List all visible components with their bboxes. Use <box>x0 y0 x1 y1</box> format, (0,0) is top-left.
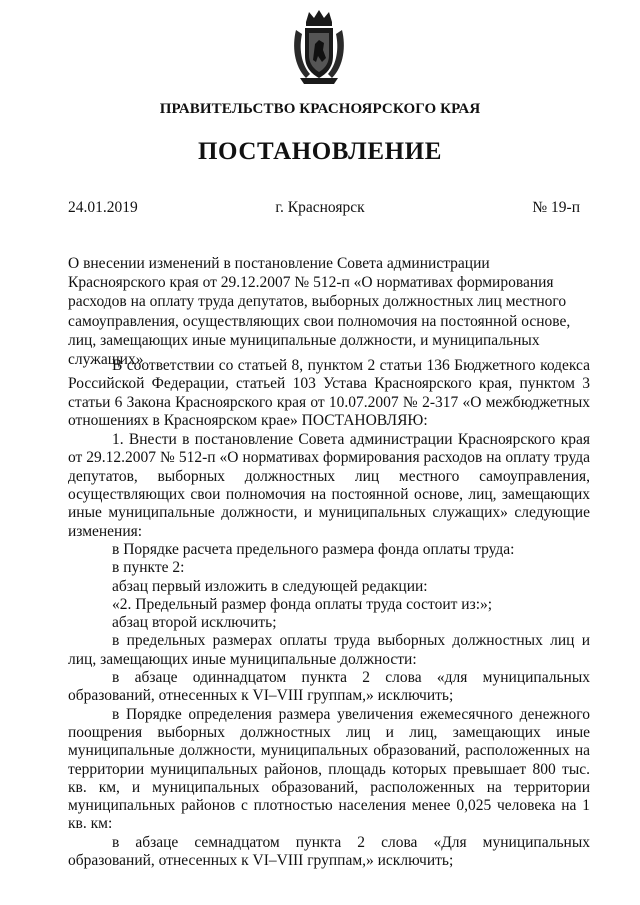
body-paragraph: в пункте 2: <box>112 559 185 577</box>
document-date: 24.01.2019 <box>68 199 138 216</box>
krasnoyarsk-coat-of-arms-icon <box>290 8 348 86</box>
document-type-title: ПОСТАНОВЛЕНИЕ <box>197 138 443 165</box>
body-paragraph: в Порядке определения размера увеличения ежемесячного денежного поощрения выборных должностных лиц и лиц, замещающих иные муниципальные должности, муниципальных образований, расположенных на территории муниципальных районов, площадь которых превышает 800 тыс. кв. км, и муниципальных образований, расположенных на территории муниципальных районов с плотностью населения менее 0,025 человека на 1 кв. км: <box>68 705 590 833</box>
document-number: № 19-п <box>532 199 580 216</box>
body-paragraph: абзац второй исключить; <box>112 614 277 632</box>
body-paragraph: 1. Внести в постановление Совета администрации Красноярского края от 29.12.2007 № 512-п «О нормативах формирования расходов на оплату труда депутатов, выборных должностных лиц местного самоуправления, осуществляющих свои полномочия на постоянной основе, лиц, замещающих иные муниципальные должности, и муниципальных служащих» следующие изменения: <box>68 431 590 540</box>
document-subject: О внесении изменений в постановление Совета администрации Красноярского края от 29.12.2007 № 512-п «О нормативах формирования расходов на оплату труда депутатов, выборных должностных лиц местного самоуправления, осуществляющих свои полномочия на постоянной основе, лиц, замещающих иные муниципальные должности, и муниципальных служащих» <box>68 255 571 369</box>
body-paragraph: в Порядке расчета предельного размера фонда оплаты труда: <box>112 540 515 558</box>
document-city: г. Красноярск <box>275 199 365 216</box>
body-paragraph: «2. Предельный размер фонда оплаты труда состоит из:»; <box>112 595 493 613</box>
body-paragraph: в абзаце семнадцатом пункта 2 слова «Для муниципальных образований, отнесенных к VI–VIII группам,» исключить; <box>68 833 590 870</box>
body-paragraph: в предельных размерах оплаты труда выборных должностных лиц и лиц, замещающих иные муниципальные должности: <box>68 632 590 668</box>
preamble-paragraph: В соответствии со статьей 8, пунктом 2 статьи 136 Бюджетного кодекса Российской Федерации, статьей 103 Устава Красноярского края, пунктом 3 статьи 6 Закона Красноярского края от 10.07.2007 № 2-317 «О межбюджетных отношениях в Красноярском крае» ПОСТАНОВЛЯЮ: <box>68 357 590 429</box>
body-paragraph: в абзаце одиннадцатом пункта 2 слова «для муниципальных образований, отнесенных к VI–VIII группам,» исключить; <box>68 669 590 705</box>
government-name: ПРАВИТЕЛЬСТВО КРАСНОЯРСКОГО КРАЯ <box>159 101 481 117</box>
document-body <box>68 357 590 870</box>
body-paragraph: абзац первый изложить в следующей редакции: <box>112 577 428 595</box>
